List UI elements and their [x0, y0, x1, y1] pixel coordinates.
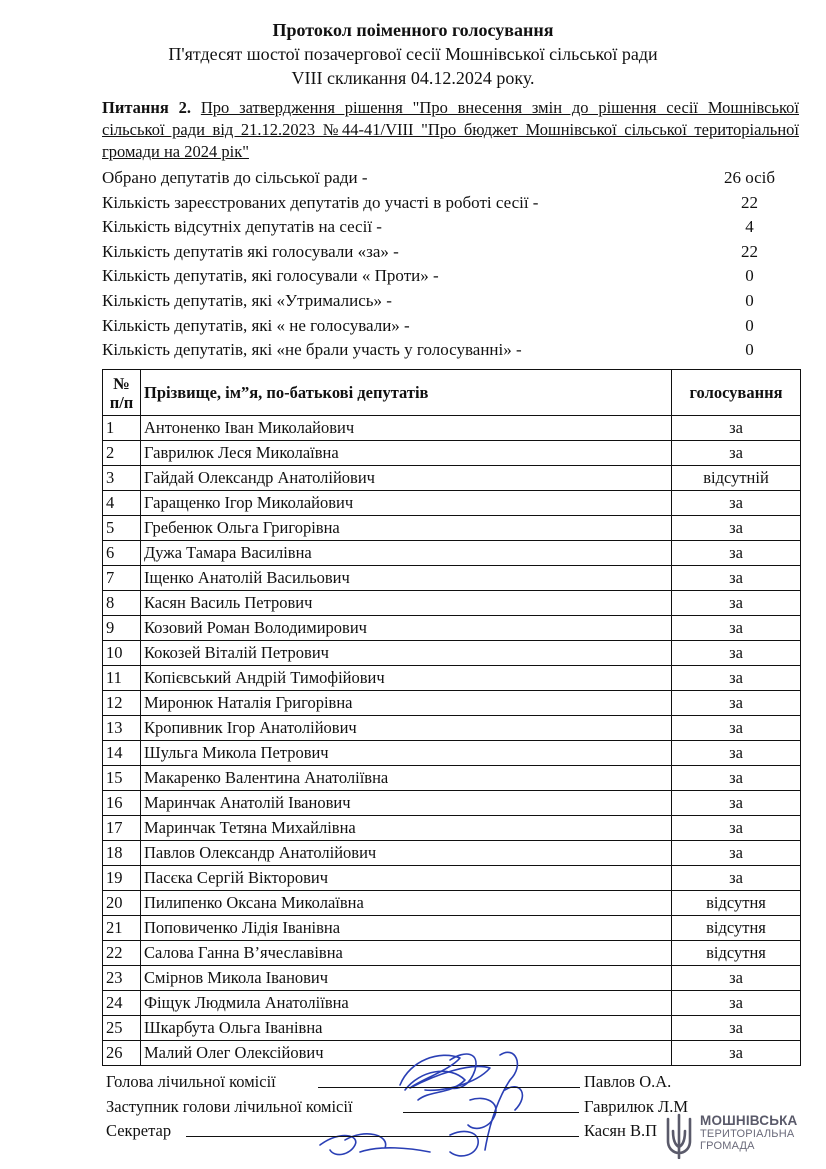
vote-result: за [672, 991, 801, 1016]
table-row [103, 991, 801, 1016]
row-number: 1 [103, 416, 141, 441]
deputy-name: Фіщук Людмила Анатоліївна [141, 991, 672, 1016]
deputy-name: Пилипенко Оксана Миколаївна [141, 891, 672, 916]
row-number: 23 [103, 966, 141, 991]
stat-label: Кількість зареєстрованих депутатів до участі в роботі сесії - [102, 192, 539, 212]
table-row [103, 841, 801, 866]
signature-line [186, 1136, 579, 1137]
row-number: 3 [103, 466, 141, 491]
signature-line [318, 1087, 580, 1088]
question-label: Питання 2. [102, 98, 192, 117]
signature-row [106, 1119, 726, 1144]
row-number: 7 [103, 566, 141, 591]
vote-result: за [672, 516, 801, 541]
stat-value: 22 [741, 241, 758, 261]
vote-result: за [672, 641, 801, 666]
row-number: 5 [103, 516, 141, 541]
deputy-name: Макаренко Валентина Анатоліївна [141, 766, 672, 791]
table-row [103, 666, 801, 691]
header-number: № п/п [103, 370, 141, 416]
table-row [103, 716, 801, 741]
vote-result: за [672, 441, 801, 466]
signature-role: Секретар [106, 1121, 172, 1140]
deputy-name: Маринчак Тетяна Михайлівна [141, 816, 672, 841]
logo-line-3: ГРОМАДА [700, 1140, 755, 1152]
row-number: 11 [103, 666, 141, 691]
vote-result: за [672, 541, 801, 566]
deputy-name: Гребенюк Ольга Григорівна [141, 516, 672, 541]
deputy-name: Козовий Роман Володимирович [141, 616, 672, 641]
vote-result: за [672, 866, 801, 891]
stat-row [102, 314, 802, 339]
row-number: 25 [103, 1016, 141, 1041]
deputy-name: Шкарбута Ольга Іванівна [141, 1016, 672, 1041]
roll-call-table [102, 369, 801, 1066]
vote-result: за [672, 791, 801, 816]
row-number: 14 [103, 741, 141, 766]
row-number: 20 [103, 891, 141, 916]
deputy-name: Поповиченко Лідія Іванівна [141, 916, 672, 941]
vote-result: за [672, 816, 801, 841]
deputy-name: Пасєка Сергій Вікторович [141, 866, 672, 891]
question-block [102, 97, 799, 163]
table-row [103, 641, 801, 666]
table-row [103, 741, 801, 766]
deputy-name: Касян Василь Петрович [141, 591, 672, 616]
table-row [103, 441, 801, 466]
vote-result: за [672, 566, 801, 591]
deputy-name: Павлов Олександр Анатолійович [141, 841, 672, 866]
stat-row [102, 289, 802, 314]
deputy-name: Копієвський Андрій Тимофійович [141, 666, 672, 691]
deputy-name: Малий Олег Олексійович [141, 1041, 672, 1066]
signatory-name: Гаврилюк Л.М [584, 1096, 689, 1116]
trident-icon [662, 1113, 696, 1159]
table-row [103, 691, 801, 716]
row-number: 19 [103, 866, 141, 891]
deputy-name: Шульга Микола Петрович [141, 741, 672, 766]
document-title: Протокол поіменного голосування [272, 20, 554, 40]
deputy-name: Гайдай Олександр Анатолійович [141, 466, 672, 491]
vote-result: відсутня [672, 891, 801, 916]
stat-value: 0 [745, 266, 754, 286]
table-row [103, 516, 801, 541]
row-number: 18 [103, 841, 141, 866]
table-row [103, 866, 801, 891]
stat-value: 4 [745, 217, 754, 237]
deputy-name: Гаращенко Ігор Миколайович [141, 491, 672, 516]
signature-row [106, 1070, 726, 1095]
stat-label: Кількість депутатів які голосували «за» - [102, 241, 399, 261]
vote-result: за [672, 1041, 801, 1066]
vote-result: відсутній [672, 466, 801, 491]
vote-result: відсутня [672, 941, 801, 966]
signature-row [106, 1095, 726, 1120]
vote-statistics [102, 166, 802, 363]
signatory-name: Касян В.П [584, 1121, 658, 1140]
vote-result: за [672, 1016, 801, 1041]
stat-row [102, 240, 802, 265]
header-vote: голосування [672, 370, 801, 416]
signatory-name: Павлов О.А. [584, 1072, 672, 1091]
row-number: 10 [103, 641, 141, 666]
table-row [103, 541, 801, 566]
stat-value: 0 [745, 290, 754, 310]
deputy-name: Маринчак Анатолій Іванович [141, 791, 672, 816]
signature-block [106, 1070, 726, 1144]
stat-label: Кількість депутатів, які «Утримались» - [102, 290, 392, 310]
vote-result: за [672, 966, 801, 991]
row-number: 16 [103, 791, 141, 816]
logo-line-1: МОШНІВСЬКА [700, 1113, 798, 1128]
vote-result: за [672, 416, 801, 441]
row-number: 2 [103, 441, 141, 466]
row-number: 26 [103, 1041, 141, 1066]
row-number: 9 [103, 616, 141, 641]
row-number: 21 [103, 916, 141, 941]
stat-value: 0 [745, 340, 754, 360]
stat-value: 22 [741, 192, 758, 212]
table-row [103, 1016, 801, 1041]
vote-result: за [672, 616, 801, 641]
header-name: Прізвище, ім”я, по-батькові депутатів [141, 370, 672, 416]
stat-label: Кількість відсутніх депутатів на сесії - [102, 217, 382, 237]
vote-result: за [672, 841, 801, 866]
stat-label: Обрано депутатів до сільської ради - [102, 168, 368, 187]
stat-value: 0 [745, 315, 754, 335]
document-header [0, 18, 826, 90]
stat-label: Кількість депутатів, які « не голосували» - [102, 315, 410, 335]
stat-label: Кількість депутатів, які голосували « Проти» - [102, 266, 439, 286]
table-row [103, 916, 801, 941]
stat-label: Кількість депутатів, які «не брали участь у голосуванні» - [102, 340, 522, 360]
deputy-name: Кокозей Віталій Петрович [141, 641, 672, 666]
vote-result: за [672, 716, 801, 741]
stat-row [102, 166, 802, 191]
row-number: 8 [103, 591, 141, 616]
community-logo [662, 1113, 812, 1163]
row-number: 15 [103, 766, 141, 791]
row-number: 24 [103, 991, 141, 1016]
row-number: 13 [103, 716, 141, 741]
logo-line-2: ТЕРИТОРІАЛЬНА [700, 1128, 795, 1140]
table-row [103, 491, 801, 516]
deputy-name: Гаврилюк Леся Миколаївна [141, 441, 672, 466]
deputy-name: Салова Ганна В’ячеславівна [141, 941, 672, 966]
deputy-name: Дужа Тамара Василівна [141, 541, 672, 566]
deputy-name: Кропивник Ігор Анатолійович [141, 716, 672, 741]
signature-line [403, 1112, 579, 1113]
convocation-date-line: VIII скликання 04.12.2024 року. [291, 68, 535, 88]
table-row [103, 616, 801, 641]
deputy-name: Миронюк Наталія Григорівна [141, 691, 672, 716]
table-row [103, 941, 801, 966]
stat-row [102, 264, 802, 289]
table-row [103, 566, 801, 591]
session-line: П'ятдесят шостої позачергової сесії Мошнівської сільської ради [168, 44, 658, 64]
deputy-name: Іщенко Анатолій Васильович [141, 566, 672, 591]
table-row [103, 466, 801, 491]
stat-row [102, 338, 802, 363]
vote-result: за [672, 666, 801, 691]
question-text: Про затвердження рішення "Про внесення змін до рішення сесії Мошнівської сільської ради від 21.12.2023 №44-41/VIII "Про бюджет Мошнівської сільської територіальної громади на 2024 рік" [102, 98, 800, 161]
table-row [103, 816, 801, 841]
table-row [103, 791, 801, 816]
row-number: 6 [103, 541, 141, 566]
table-header-row [103, 370, 801, 416]
row-number: 22 [103, 941, 141, 966]
deputy-name: Смірнов Микола Іванович [141, 966, 672, 991]
row-number: 4 [103, 491, 141, 516]
vote-result: відсутня [672, 916, 801, 941]
stat-value: 26 осіб [723, 168, 776, 187]
vote-result: за [672, 591, 801, 616]
stat-row [102, 215, 802, 240]
table-row [103, 766, 801, 791]
signature-role: Голова лічильної комісії [106, 1072, 276, 1091]
deputy-name: Антоненко Іван Миколайович [141, 416, 672, 441]
stat-row [102, 191, 802, 216]
row-number: 17 [103, 816, 141, 841]
vote-result: за [672, 691, 801, 716]
vote-result: за [672, 766, 801, 791]
table-row [103, 591, 801, 616]
vote-result: за [672, 491, 801, 516]
table-row [103, 416, 801, 441]
signature-role: Заступник голови лічильної комісії [106, 1096, 353, 1116]
table-row [103, 966, 801, 991]
row-number: 12 [103, 691, 141, 716]
vote-result: за [672, 741, 801, 766]
table-row [103, 891, 801, 916]
